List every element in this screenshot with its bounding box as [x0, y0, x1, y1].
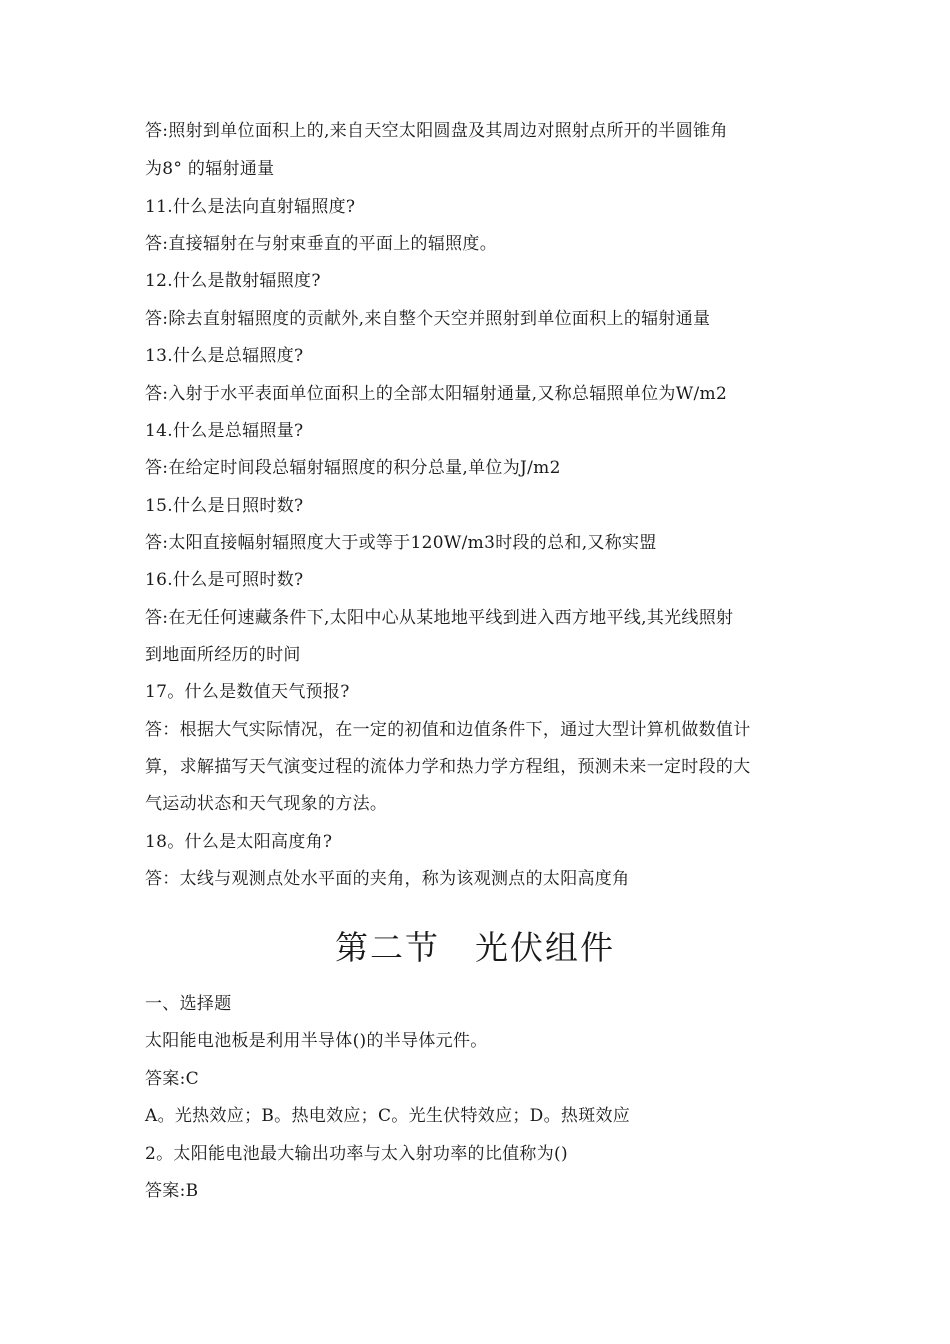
answer-line: 答:在给定时间段总辐射辐照度的积分总量,单位为J/m2	[145, 458, 561, 478]
question-line: 12.什么是散射辐照度?	[145, 271, 321, 291]
answer-line: 算，求解描写天气演变过程的流体力学和热力学方程组，预测未来一定时段的大	[145, 757, 751, 777]
answer-line: 答案:B	[145, 1181, 199, 1201]
answer-line: 答：太线与观测点处水平面的夹角，称为该观测点的太阳高度角	[145, 869, 630, 889]
answer-line: 答：根据大气实际情况，在一定的初值和边值条件下，通过大型计算机做数值计	[145, 720, 751, 740]
answer-line: 答:直接辐射在与射束垂直的平面上的辐照度。	[145, 234, 498, 254]
question-line: 11.什么是法向直射辐照度?	[145, 197, 356, 217]
question-line: 13.什么是总辐照度?	[145, 346, 304, 366]
answer-line: 为8° 的辐射通量	[145, 159, 275, 179]
answer-line: 答:照射到单位面积上的,来自天空太阳圆盘及其周边对照射点所开的半圆锥角	[145, 121, 728, 141]
question-line: 14.什么是总辐照量?	[145, 421, 304, 441]
question-line: 18。什么是太阳高度角?	[145, 832, 333, 852]
answer-line: 答:入射于水平表面单位面积上的全部太阳辐射通量,又称总辐照单位为W/m2	[145, 384, 728, 404]
answer-line: 答:太阳直接幅射辐照度大于或等于120W/m3时段的总和,又称实盟	[145, 533, 657, 553]
section-heading: 第二节 光伏组件	[335, 928, 615, 967]
question-line: 16.什么是可照时数?	[145, 570, 304, 590]
answer-line: 答:除去直射辐照度的贡献外,来自整个天空并照射到单位面积上的辐射通量	[145, 309, 711, 329]
question-line: 太阳能电池板是利用半导体()的半导体元件。	[145, 1031, 488, 1051]
answer-line: 气运动状态和天气现象的方法。	[145, 794, 388, 814]
question-line: 2。太阳能电池最大输出功率与太入射功率的比值称为()	[145, 1144, 568, 1164]
answer-line: 到地面所经历的时间	[145, 645, 301, 665]
options-line: A。光热效应；B。热电效应；C。光生伏特效应；D。热斑效应	[145, 1106, 631, 1126]
answer-line: 答:在无任何速藏条件下,太阳中心从某地地平线到进入西方地平线,其光线照射	[145, 608, 734, 628]
question-line: 17。什么是数值天气预报?	[145, 682, 350, 702]
answer-line: 答案:C	[145, 1069, 199, 1089]
question-line: 15.什么是日照时数?	[145, 496, 304, 516]
section-subheading: 一、选择题	[145, 994, 232, 1014]
